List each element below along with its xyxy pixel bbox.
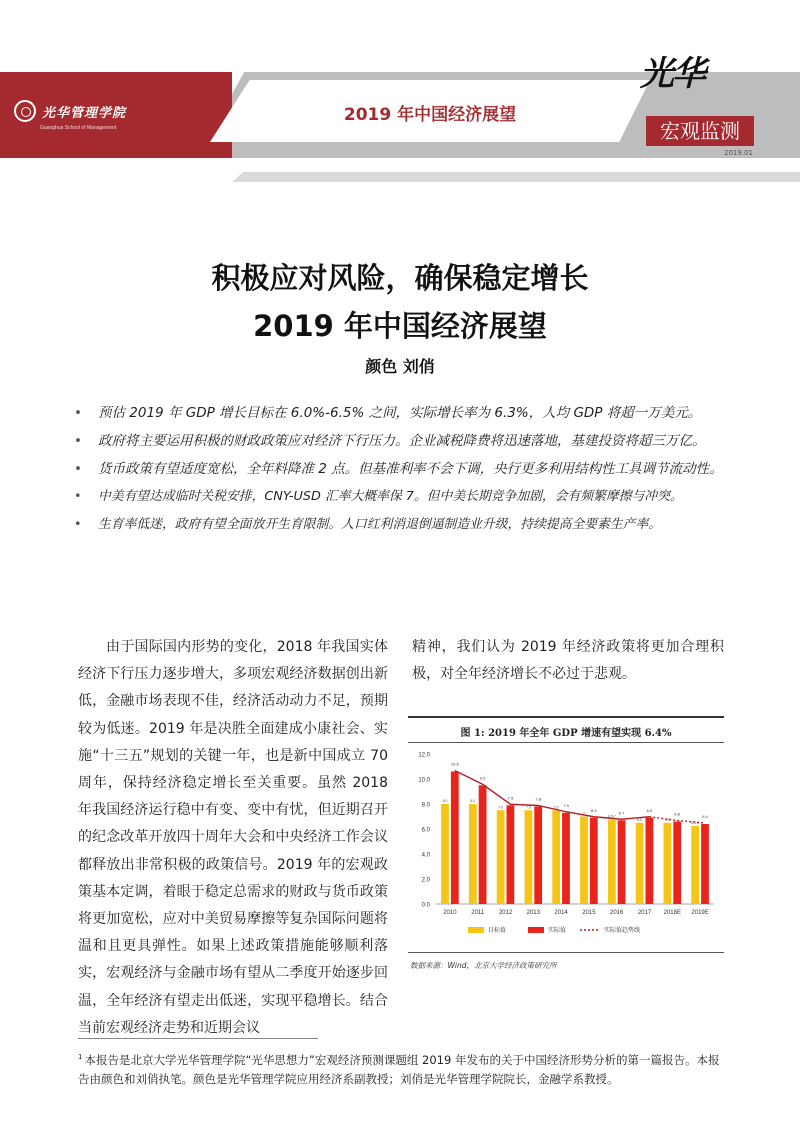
chart-bottom-rule (408, 952, 724, 953)
footnote (78, 1048, 728, 1089)
bar-target (636, 823, 644, 904)
key-point: • 货币政策有望适度宽松，全年料降准 2 点。但基准利率不会下调，央行更多利用结构性工具调节流动性。 (72, 456, 742, 482)
bar-target (497, 810, 505, 904)
body-paragraph-left: 由于国际国内形势的变化，2018 年我国实体经济下行压力逐步增大，多项宏观经济数据创出新低，金融市场表现不佳，经济活动动力不足，预期较为低迷。2019 年是决胜全面建成小康社会、实施“十三五”规划的关键一年，也是新中国成立 70 周年，保持经济稳定增长至关重要。虽然 2018 年我国经济运行稳中有变、变中有忧，但近期召开的纪念改革开放四十周年大会和中央经济工作会议都释放出非常积极的政策信号。2019 年的宏观政策基本定调，着眼于稳定总需求的财政与货币政策将更加宽松，应对中美贸易摩擦等复杂国际问题将温和且更具弹性。如果上述政策措施能够顺利落实，宏观经济与金融市场有望从二季度开始逐步回温，全年经济有望走出低迷，实现平稳增长。结合当前宏观经济走势和近期会议 (78, 639, 388, 1036)
bar-actual (701, 824, 709, 904)
bar-target (441, 804, 449, 904)
x-tick-label: 2012 (498, 910, 513, 916)
bar-target (664, 823, 672, 904)
bar-actual (479, 785, 487, 904)
chart-source: 数据来源：Wind，北京大学经济政策研究所 (410, 961, 557, 970)
bar-target (608, 820, 616, 904)
doc-authors: 颜色 刘俏 (365, 357, 435, 376)
gdp-chart (408, 716, 724, 976)
brand-calligraphy: 光华 (640, 54, 704, 94)
y-tick-label: 10.0 (418, 777, 430, 784)
target-data-label: 6.5-7 (607, 814, 616, 819)
x-tick-label: 2015 (582, 910, 596, 916)
brand-series-label: 宏观监测 (646, 116, 754, 146)
y-tick-label: 4.0 (421, 852, 430, 859)
y-tick-label: 12.0 (418, 752, 430, 759)
actual-data-label: 10.6 (450, 761, 459, 767)
body-paragraph-right: 精神，我们认为 2019 年经济政策将更加合理积极，对全年经济增长不必过于悲观。 (412, 639, 724, 683)
header-title: 2019 年中国经济展望 (343, 105, 517, 125)
school-seal-icon (14, 100, 36, 122)
x-tick-label: 2010 (443, 910, 457, 916)
x-tick-label: 2018E (663, 910, 681, 916)
actual-data-label: 9.5 (479, 775, 486, 781)
y-tick-label: 0.0 (421, 902, 430, 909)
actual-data-label: 6.9 (591, 807, 597, 813)
footnote-mark: 1 (78, 1053, 83, 1061)
logo-text: 光华管理学院 (42, 105, 127, 121)
header-light-bar (232, 172, 800, 182)
target-data-label: 7.5 (553, 805, 559, 810)
target-data-label: 8.0 (470, 799, 476, 803)
bar-target (469, 804, 477, 904)
bar-actual (534, 807, 542, 905)
actual-data-label: 6.6 (674, 811, 680, 817)
bar-target (552, 810, 560, 904)
logo-subtitle: Guanghua School of Management (40, 125, 117, 131)
key-point: • 生育率低迷，政府有望全面放开生育限制。人口红利消退倒逼制造业升级，持续提高全要素生产率。 (72, 512, 742, 538)
target-data-label: 6.5 (637, 817, 643, 822)
bar-target (525, 810, 533, 904)
target-data-label: 7.5 (498, 805, 504, 810)
legend-label-target: 目标值 (488, 928, 507, 934)
bar-target (580, 817, 588, 905)
key-point: • 预估 2019 年 GDP 增长目标在 6.0%-6.5% 之间，实际增长率为 6.3%，人均 GDP 将超一万美元。 (72, 400, 742, 426)
actual-data-label: 6.4 (702, 814, 708, 819)
key-points-list (72, 400, 742, 540)
key-point: • 政府将主要运用积极的财政政策应对经济下行压力。企业减税降费将迅速落地，基建投资将超三万亿。 (72, 428, 742, 454)
target-data-label: 8.0 (442, 799, 448, 803)
footnote-text: 本报告是北京大学光华管理学院“光华思想力”宏观经济预测课题组 2019 年发布的关于中国经济形势分析的第一篇报告。本报告由颜色和刘俏执笔。颜色是光华管理学院应用经济系副教授；刘俏是光华管理学院院长，金融学系教授。 (78, 1052, 720, 1086)
legend-label-actual: 实际值 (548, 928, 567, 934)
chart-title: 图 1: 2019 年全年 GDP 增速有望实现 6.4% (460, 728, 672, 739)
legend-swatch-target (468, 927, 484, 933)
target-data-label: 7.5 (525, 805, 531, 810)
chart-plot (408, 746, 724, 950)
target-data-label: 6.5 (664, 817, 670, 822)
target-data-label: 7 (583, 811, 585, 816)
x-tick-label: 2011 (471, 910, 485, 916)
bar-actual (562, 813, 570, 904)
bar-actual (646, 818, 654, 904)
bar-actual (673, 822, 681, 905)
y-tick-label: 6.0 (421, 827, 430, 834)
doc-title-line1: 积极应对风险，确保稳定增长 (211, 261, 589, 295)
brand-date: 2019.01 (724, 149, 753, 157)
actual-data-label: 7.3 (563, 802, 569, 808)
x-tick-label: 2017 (637, 910, 652, 916)
bar-actual (451, 772, 459, 905)
x-tick-label: 2016 (610, 910, 624, 916)
bar-actual (618, 820, 626, 904)
actual-data-label: 6.9 (646, 807, 653, 813)
key-point: • 中美有望达成临时关税安排，CNY-USD 汇率大概率保 7。但中美长期竞争加剧，会有频繁摩擦与冲突。 (72, 484, 742, 510)
school-logo (14, 100, 126, 122)
chart-title-rule (408, 742, 724, 743)
actual-data-label: 6.7 (618, 810, 625, 816)
y-tick-label: 8.0 (421, 802, 430, 809)
x-tick-label: 2013 (526, 910, 540, 916)
actual-data-label: 7.8 (535, 796, 541, 802)
chart-top-rule (408, 716, 724, 718)
bar-actual (590, 818, 598, 904)
legend-label-trend: 实际值趋势线 (604, 928, 641, 934)
x-tick-label: 2014 (554, 910, 568, 916)
target-data-label: 6-6.5 (691, 820, 700, 825)
x-tick-label: 2019E (691, 910, 709, 916)
bar-actual (507, 805, 515, 904)
doc-title-line2: 2019 年中国经济展望 (253, 309, 547, 343)
bar-target (691, 826, 699, 904)
y-tick-label: 2.0 (421, 877, 430, 884)
legend-swatch-actual (528, 927, 544, 933)
actual-data-label: 7.9 (507, 795, 514, 801)
footnote-rule (78, 1038, 318, 1039)
